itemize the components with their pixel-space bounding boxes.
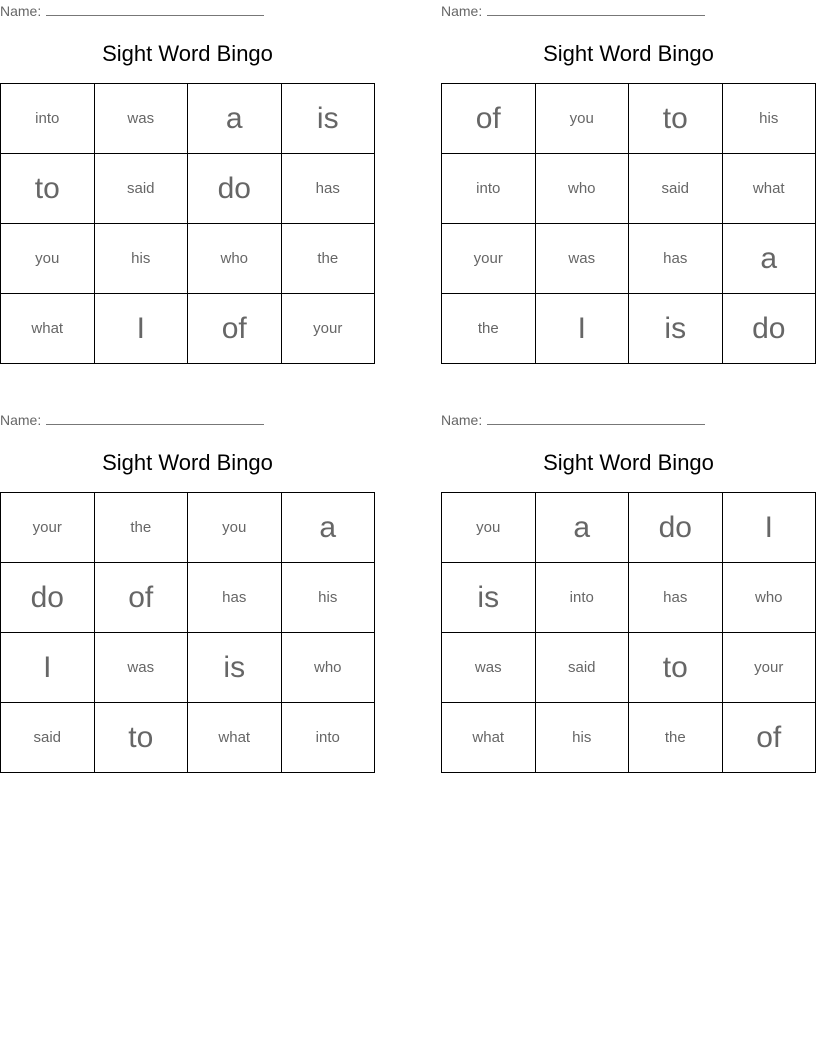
bingo-cell: said	[1, 703, 95, 773]
bingo-cell: I	[722, 493, 816, 563]
name-field	[441, 3, 705, 19]
bingo-cell: you	[442, 493, 536, 563]
name-blank-line	[46, 3, 264, 16]
bingo-cell: into	[535, 563, 629, 633]
bingo-cell: is	[442, 563, 536, 633]
card-title: Sight Word Bingo	[102, 450, 273, 475]
bingo-row	[1, 703, 375, 773]
bingo-row	[442, 154, 816, 224]
name-label: Name:	[0, 412, 42, 428]
card-title: Sight Word Bingo	[102, 41, 273, 66]
bingo-grid	[0, 492, 375, 773]
bingo-cell: to	[94, 703, 188, 773]
name-blank-line	[487, 412, 705, 425]
bingo-row	[442, 563, 816, 633]
name-label: Name:	[0, 3, 42, 19]
bingo-cell: I	[1, 633, 95, 703]
bingo-cell: what	[1, 294, 95, 364]
bingo-cell: was	[535, 224, 629, 294]
bingo-cell: the	[94, 493, 188, 563]
bingo-cell: the	[442, 294, 536, 364]
bingo-cell: your	[281, 294, 375, 364]
bingo-row	[442, 703, 816, 773]
bingo-cell: was	[94, 633, 188, 703]
bingo-cell: into	[442, 154, 536, 224]
name-blank-line	[46, 412, 264, 425]
bingo-cell: your	[1, 493, 95, 563]
bingo-row	[1, 294, 375, 364]
bingo-cell: a	[722, 224, 816, 294]
bingo-cell: into	[1, 84, 95, 154]
bingo-cell: said	[535, 633, 629, 703]
bingo-cell: of	[188, 294, 282, 364]
bingo-cell: is	[281, 84, 375, 154]
bingo-cell: has	[281, 154, 375, 224]
bingo-row	[442, 84, 816, 154]
bingo-row	[1, 84, 375, 154]
bingo-cell: is	[188, 633, 282, 703]
bingo-cell: the	[629, 703, 723, 773]
bingo-cell: a	[535, 493, 629, 563]
bingo-cell: of	[722, 703, 816, 773]
bingo-grid	[0, 83, 375, 364]
bingo-cell: who	[281, 633, 375, 703]
bingo-cell: a	[188, 84, 282, 154]
bingo-cell: is	[629, 294, 723, 364]
bingo-cell: has	[629, 224, 723, 294]
bingo-cell: do	[188, 154, 282, 224]
bingo-row	[1, 633, 375, 703]
bingo-cell: do	[629, 493, 723, 563]
card-title: Sight Word Bingo	[543, 450, 714, 475]
bingo-row	[1, 154, 375, 224]
bingo-cell: into	[281, 703, 375, 773]
name-label: Name:	[441, 412, 483, 428]
bingo-row	[442, 493, 816, 563]
bingo-cell: who	[722, 563, 816, 633]
bingo-cell: was	[442, 633, 536, 703]
bingo-cell: his	[722, 84, 816, 154]
bingo-cell: what	[188, 703, 282, 773]
bingo-cell: do	[722, 294, 816, 364]
bingo-cell: was	[94, 84, 188, 154]
bingo-cell: of	[94, 563, 188, 633]
bingo-cell: I	[535, 294, 629, 364]
bingo-cell: who	[535, 154, 629, 224]
bingo-cell: do	[1, 563, 95, 633]
bingo-cell: you	[1, 224, 95, 294]
name-field	[441, 412, 705, 428]
bingo-cell: your	[722, 633, 816, 703]
bingo-row	[442, 224, 816, 294]
bingo-cell: said	[629, 154, 723, 224]
bingo-cell: you	[535, 84, 629, 154]
bingo-row	[442, 294, 816, 364]
bingo-cell: the	[281, 224, 375, 294]
name-blank-line	[487, 3, 705, 16]
bingo-cell: has	[188, 563, 282, 633]
bingo-cell: what	[722, 154, 816, 224]
bingo-cell: what	[442, 703, 536, 773]
bingo-cell: to	[1, 154, 95, 224]
name-field	[0, 3, 264, 19]
bingo-cell: his	[535, 703, 629, 773]
bingo-row	[442, 633, 816, 703]
bingo-cell: said	[94, 154, 188, 224]
name-field	[0, 412, 264, 428]
bingo-grid	[441, 492, 816, 773]
name-label: Name:	[441, 3, 483, 19]
bingo-grid	[441, 83, 816, 364]
bingo-row	[1, 563, 375, 633]
bingo-cell: a	[281, 493, 375, 563]
bingo-cell: you	[188, 493, 282, 563]
bingo-cell: has	[629, 563, 723, 633]
bingo-cell: to	[629, 84, 723, 154]
bingo-cell: to	[629, 633, 723, 703]
bingo-row	[1, 224, 375, 294]
bingo-cell: I	[94, 294, 188, 364]
bingo-cell: of	[442, 84, 536, 154]
bingo-cell: your	[442, 224, 536, 294]
bingo-cell: his	[94, 224, 188, 294]
bingo-cell: who	[188, 224, 282, 294]
card-title: Sight Word Bingo	[543, 41, 714, 66]
bingo-row	[1, 493, 375, 563]
bingo-cell: his	[281, 563, 375, 633]
